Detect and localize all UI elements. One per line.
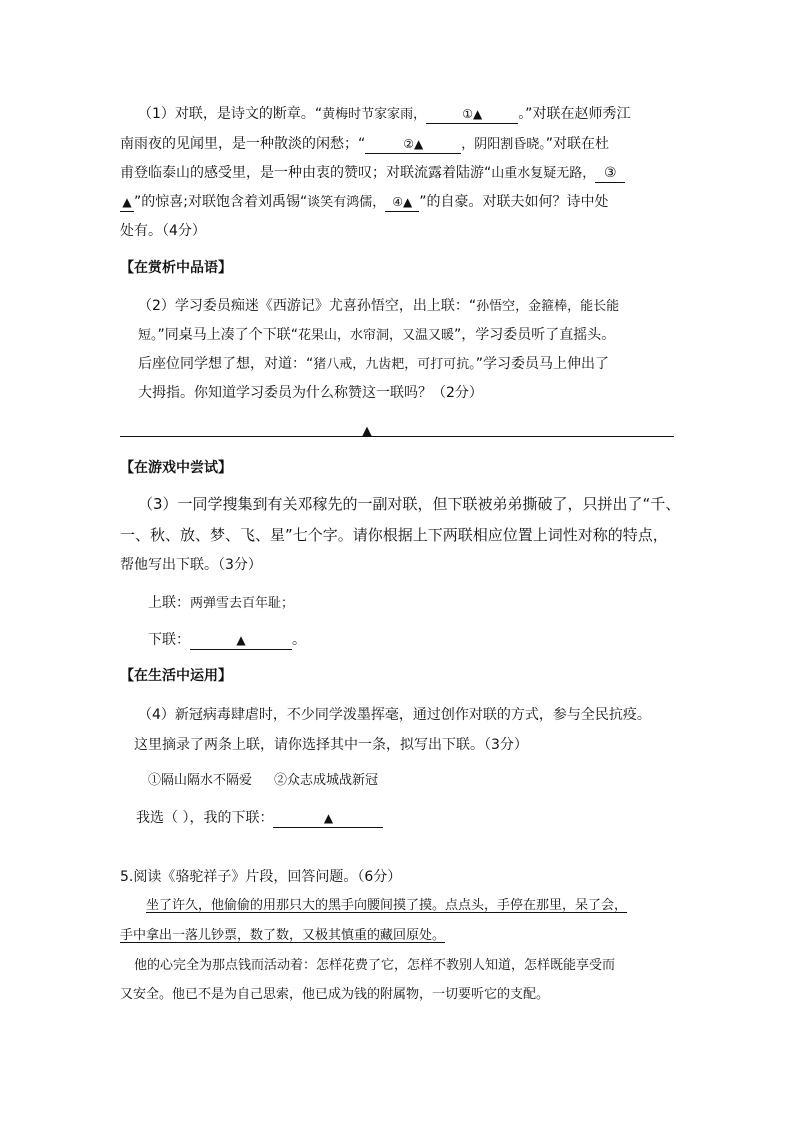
q3-line-3: 帮他写出下联。（3分）: [120, 557, 262, 573]
q1-quote: 黄梅时节家家雨，: [322, 107, 427, 122]
answer-mark-q2: ▲: [362, 424, 372, 439]
answer-line-q2[interactable]: [120, 436, 674, 437]
q3-line-2: 一、秋、放、梦、飞、星”七个字。请你根据上下两联相应位置上词性对称的特点，: [120, 526, 668, 544]
q2-line-2: 短。”同桌马上凑了个下联“花果山，水帘洞，又温又暖”，学习委员听了直摇头。: [138, 327, 616, 343]
answer-blank-3-cont[interactable]: ▲: [120, 194, 134, 212]
q4-line-2: 这里摘录了两条上联，请你选择其中一条，拟写出下联。（3分）: [134, 737, 528, 753]
section-heading-life: 【在生活中运用】: [120, 668, 232, 684]
q5-passage-underlined-2: 手中拿出一落儿钞票，数了数，又极其慎重的藏回原处。: [120, 928, 446, 943]
q1-line-4: ▲ ”的惊喜;对联饱含着刘禹锡“谈笑有鸿儒， ④▲ ”的自豪。对联夫如何？诗中处: [120, 192, 609, 213]
q4-choose-line: [136, 808, 383, 828]
q4-line-1: （4）新冠病毒肆虐时，不少同学泼墨挥毫，通过创作对联的方式，参与全民抗疫。: [138, 707, 651, 723]
answer-blank-q3[interactable]: ▲: [190, 632, 292, 650]
answer-blank-2[interactable]: ②▲: [365, 136, 461, 154]
section-heading-game: 【在游戏中尝试】: [120, 460, 232, 476]
q4-option-2: ②众志成城战新冠: [274, 773, 379, 788]
q5-passage-line-3: 他的心完全为那点钱而活动着：怎样花费了它，怎样不教别人知道，怎样既能享受而: [134, 958, 616, 973]
q1-line-3: 甫登临泰山的感受里，是一种由衷的赞叹；对联流露着陆游“山重水复疑无路， ③: [120, 163, 625, 184]
answer-blank-1[interactable]: ①▲: [426, 106, 518, 124]
q3-upper-couplet: 上联：两弹雪去百年耻；: [148, 595, 295, 611]
q1-text: （1）对联，是诗文的断章。“: [138, 106, 323, 122]
q1-line-1: （1）对联，是诗文的断章。“黄梅时节家家雨， ①▲ 。”对联在赵师秀江: [138, 106, 631, 122]
q5-title: 5.阅读《骆驼祥子》片段，回答问题。（6分）: [120, 869, 402, 885]
q4-choose-text: 我选（ ），我的下联：: [136, 810, 274, 826]
section-heading-appreciation: 【在赏析中品语】: [120, 260, 232, 276]
q5-passage-line-4: 又安全。他已不是为自己思索，他已成为钱的附属物，一切要听它的支配。: [120, 987, 550, 1002]
q1-line-5: 处有。（4分）: [120, 223, 206, 239]
answer-blank-4[interactable]: ④▲: [385, 194, 419, 212]
q2-line-3: 后座位同学想了想，对道：“猪八戒，九齿耙，可打可抗。”学习委员马上伸出了: [138, 356, 610, 372]
q3-lower-couplet: 下联： ▲ 。: [148, 632, 306, 648]
answer-blank-3[interactable]: ③: [595, 165, 625, 183]
q4-option-1: ①隔山隔水不隔爱: [148, 773, 253, 788]
q3-line-1: （3）一同学搜集到有关邓稼先的一副对联，但下联被弟弟撕破了，只拼出了“千、: [138, 495, 681, 513]
q2-line-4: 大拇指。你知道学习委员为什么称赞这一联吗？（2分）: [138, 385, 483, 401]
q1-line-2: 南雨夜的见闻里，是一种散淡的闲愁；“ ②▲ ，阴阳割昏晓。”对联在杜: [120, 136, 610, 152]
q2-line-1: （2）学习委员痴迷《西游记》尤喜孙悟空，出上联：“孙悟空，金箍棒，能长能: [138, 298, 620, 314]
answer-blank-q4[interactable]: ▲: [273, 810, 383, 828]
q5-passage-underlined-1: 坐了许久，他偷偷的用那只大的黑手向腰间摸了摸。点点头，手停在那里，呆了会，: [146, 898, 628, 913]
